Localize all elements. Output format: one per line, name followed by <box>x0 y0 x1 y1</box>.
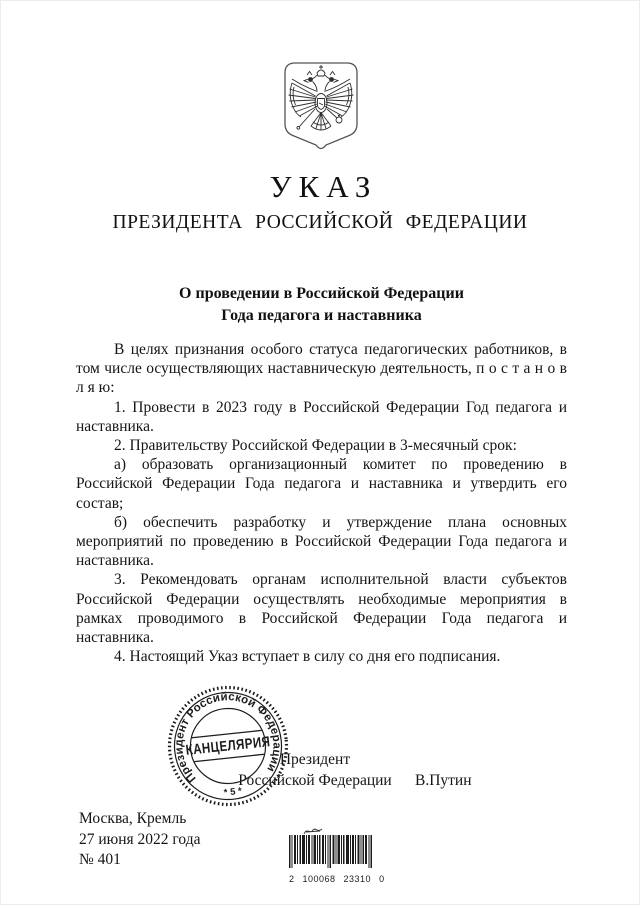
signatory-name: В.Путин <box>415 771 472 789</box>
paragraph-item-1: 1. Провести в 2023 году в Российской Федерации Год педагога и наставника. <box>76 398 567 435</box>
barcode-bars <box>289 835 375 869</box>
barcode <box>289 824 385 884</box>
paragraph-item-2a: а) образовать организационный комитет по проведению в Российской Федерации Года педагога и наставника и утвердить его состав; <box>76 456 567 512</box>
handwritten-mark <box>303 824 375 835</box>
decree-issuer-title: ПРЕЗИДЕНТА РОССИЙСКОЙ ФЕДЕРАЦИИ <box>112 212 528 233</box>
paragraph-item-2: 2. Правительству Российской Федерации в 3-месячный срок: <box>114 437 517 455</box>
signatory-title-line-2: Российской Федерации <box>238 771 392 789</box>
subject-line-2: Года педагога и наставника <box>221 306 422 324</box>
subject-line-1: О проведении в Российской Федерации <box>179 285 464 302</box>
paragraph-preamble: В целях признания особого статуса педагогических работников, в том числе осуществляющих наставническую деятельность, п о с т а н о в л я ю: <box>76 341 567 397</box>
footer-block <box>79 809 200 871</box>
footer-place: Москва, Кремль <box>79 810 187 827</box>
footer-number: № 401 <box>79 851 121 869</box>
russia-coat-of-arms-icon <box>278 56 364 154</box>
stamp-center-text: КАНЦЕЛЯРИЯ <box>184 732 272 759</box>
signature-block <box>233 750 472 791</box>
signatory-title-line-1: Президент <box>279 751 351 768</box>
signatory-title <box>233 750 397 791</box>
stamp-bottom-text: * 5 * <box>223 785 243 799</box>
decree-kind-title: УКАЗ <box>269 169 378 204</box>
footer-date: 27 июня 2022 года <box>79 830 201 848</box>
stamp-ring-text: Президент Российской Федерации <box>173 691 283 785</box>
decree-subject-title <box>76 283 567 326</box>
paragraph-item-4: 4. Настоящий Указ вступает в силу со дня его подписания. <box>114 648 501 666</box>
paragraph-item-3: 3. Рекомендовать органам исполнительной власти субъектов Российской Федерации осуществлять необходимые мероприятия в рамках проводимого в Российской Федерации Года педагога и наставника. <box>76 571 567 647</box>
paragraph-item-2b: б) обеспечить разработку и утверждение плана основных мероприятий по проведению в Российской Федерации Года педагога и наставника. <box>76 513 567 570</box>
barcode-digits: 2 100068 23310 0 <box>289 874 385 884</box>
decree-body <box>76 340 567 666</box>
